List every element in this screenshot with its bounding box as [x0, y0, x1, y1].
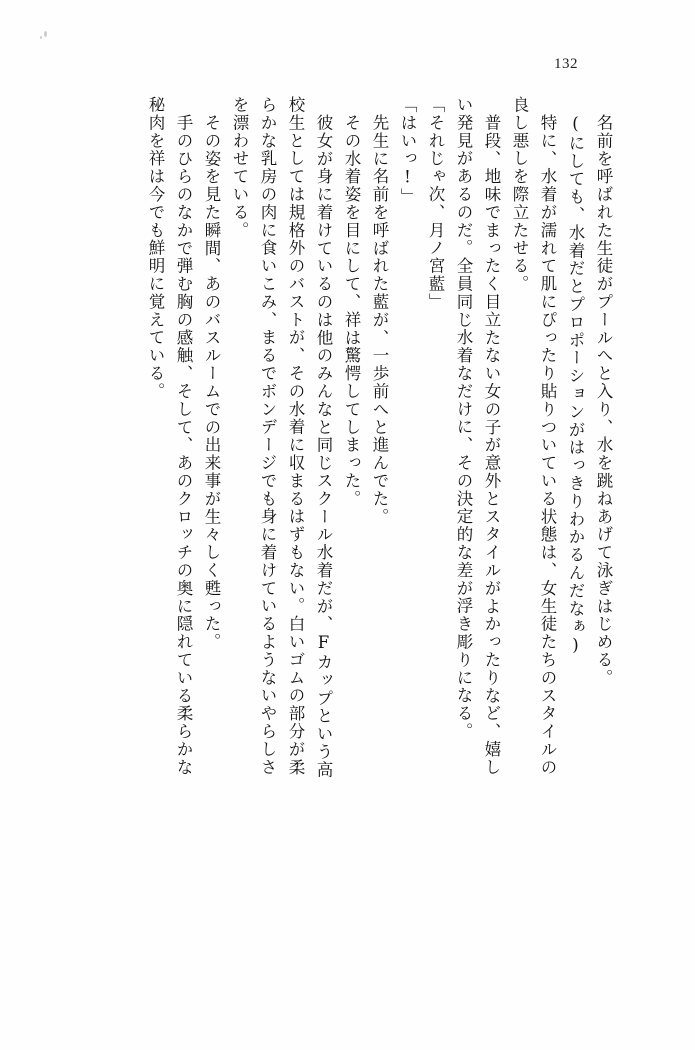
text-column: 良し悪しを際立たせる。	[510, 96, 529, 293]
text-column: 「それじゃ次、月ノ宮藍」	[426, 96, 445, 311]
text-column: 秘肉を祥は今でも鮮明に覚えている。	[146, 96, 165, 401]
text-column: い発見があるのだ。全員同じ水着なだけに、その決定的な差が浮き彫りになる。	[454, 96, 473, 741]
text-column: 校生としては規格外のバストが、その水着に収まるはずもない。白いゴムの部分が柔	[286, 96, 305, 777]
text-column: 彼女が身に着けているのは他のみんなと同じスクール水着だが、Fカップという高	[314, 114, 333, 779]
scan-speck	[40, 36, 42, 39]
scan-speck	[44, 31, 47, 37]
text-column: 名前を呼ばれた生徒がプールへと入り、水を跳ねあげて泳ぎはじめる。	[594, 114, 613, 687]
text-column: 手のひらのなかで弾む胸の感触、そして、あのクロッチの奥に隠れている柔らかな	[174, 114, 193, 777]
text-column: を漂わせている。	[230, 96, 249, 240]
text-column: 「はいっ!」	[398, 96, 417, 206]
page-number: 132	[554, 56, 578, 72]
text-column: らかな乳房の肉に食いこみ、まるでボンデージでも身に着けているようないやらしさ	[258, 96, 277, 777]
text-column: 特に、水着が濡れて肌にぴったり貼りついている状態は、女生徒たちのスタイルの	[538, 114, 557, 777]
text-column: (にしても、水着だとプロポーションがはっきりわかるんだなぁ)	[566, 114, 585, 656]
body-text-vertical	[71, 96, 611, 958]
text-column: 普段、地味でまったく目立たない女の子が意外とスタイルがよかったりなど、嬉し	[482, 114, 501, 777]
text-column: 先生に名前を呼ばれた藍が、一歩前へと進んでた。	[370, 114, 389, 526]
text-column: その姿を見た瞬間、あのバスルームでの出来事が生々しく甦った。	[202, 114, 221, 651]
text-column: その水着姿を目にして、祥は驚愕してしまった。	[342, 114, 361, 508]
